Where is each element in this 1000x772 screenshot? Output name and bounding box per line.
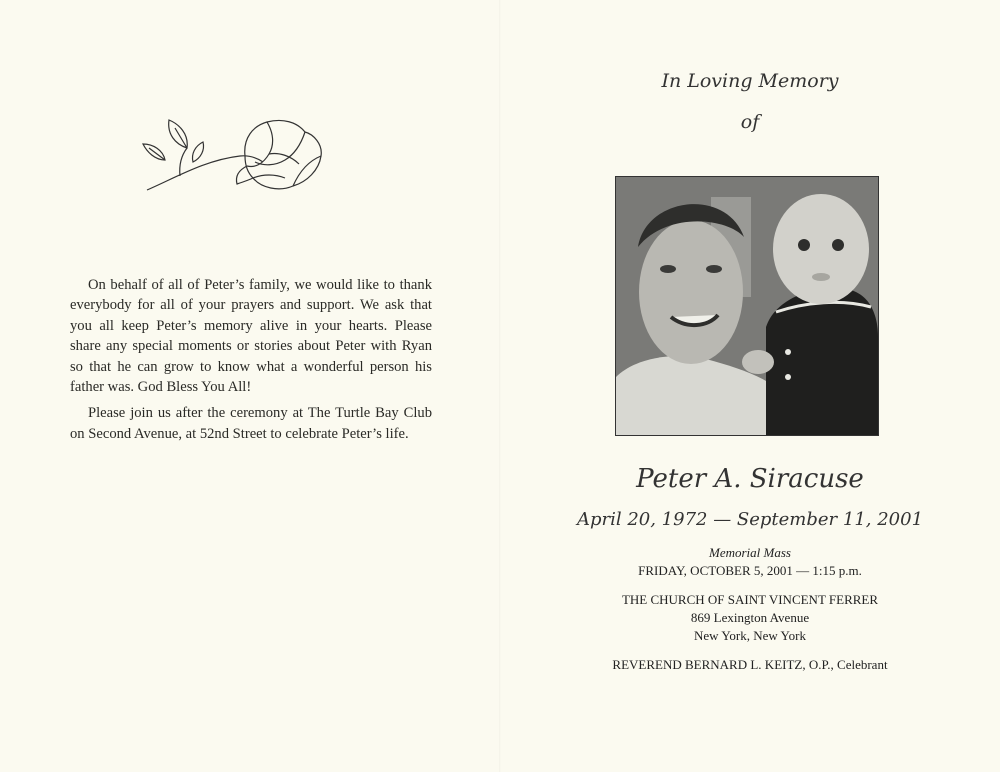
celebrant: REVEREND BERNARD L. KEITZ, O.P., Celebrant: [612, 657, 888, 672]
deceased-name: Peter A. Siracuse: [636, 464, 864, 494]
church-address-line2: New York, New York: [694, 628, 806, 643]
in-loving-memory-heading: In Loving Memory: [661, 70, 839, 92]
church-address-line1: 869 Lexington Avenue: [690, 610, 810, 625]
life-dates: April 20, 1972 — September 11, 2001: [576, 509, 924, 530]
service-title: Memorial Mass: [709, 545, 791, 560]
rose-illustration: [135, 108, 330, 198]
of-heading: of: [740, 111, 760, 133]
message-text: [70, 275, 432, 450]
right-page: [500, 0, 1000, 772]
thank-you-paragraph: On behalf of all of Peter’s family, we would like to thank everybody for all of your prayers and support. We ask that you all keep Peter’s memory alive in your hearts. Please share any special moments or stories about Peter with Ryan so that he can grow to know what a wonderful person his father was. God Bless You All!: [70, 277, 432, 396]
church-name: THE CHURCH OF SAINT VINCENT FERRER: [621, 592, 879, 607]
reception-paragraph: Please join us after the ceremony at The Turtle Bay Club on Second Avenue, at 52nd Street to celebrate Peter’s life.: [70, 405, 432, 442]
service-datetime: FRIDAY, OCTOBER 5, 2001 — 1:15 p.m.: [638, 563, 862, 578]
memorial-photo: [615, 176, 879, 436]
